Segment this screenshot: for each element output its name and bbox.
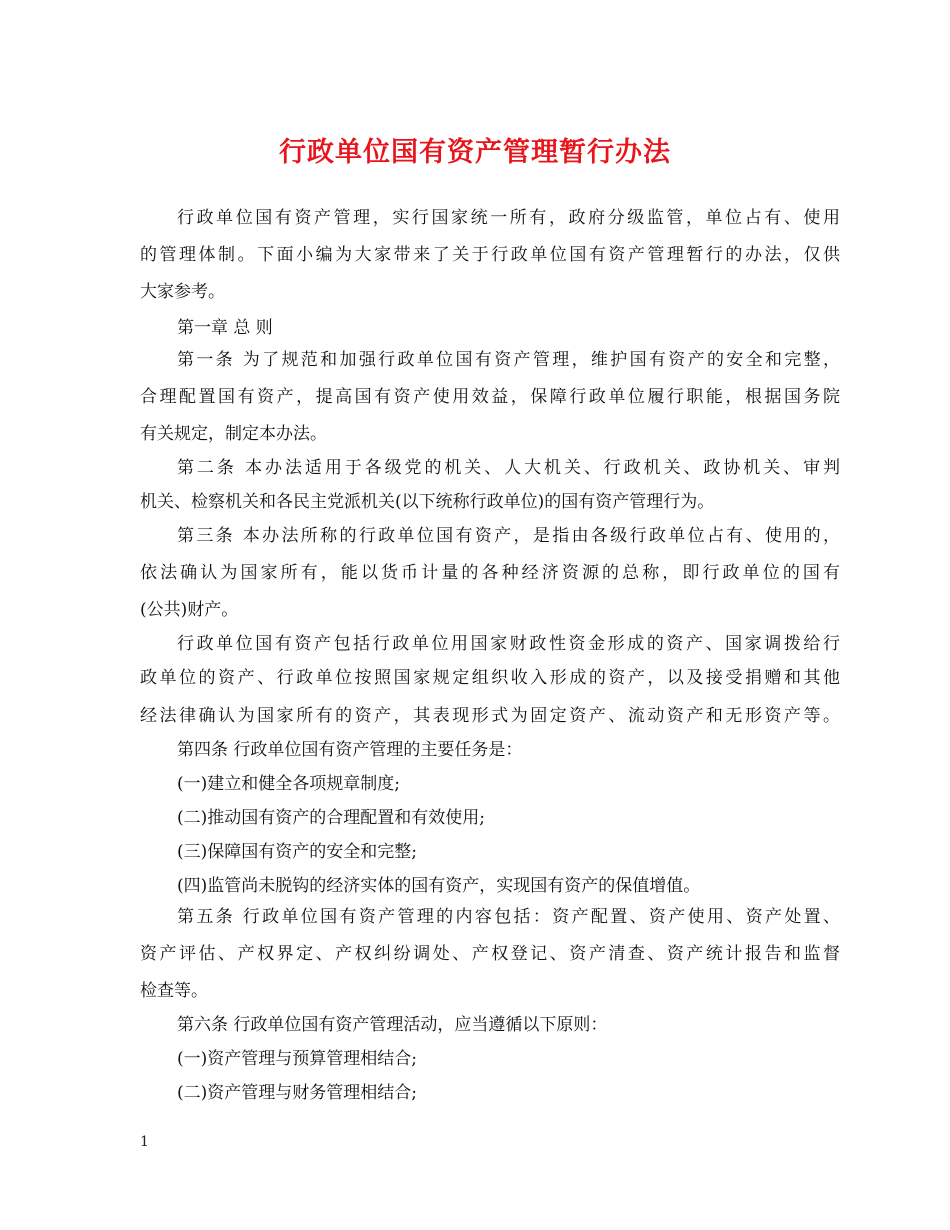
- body-line: 有关规定，制定本办法。: [140, 424, 327, 444]
- body-line: (公共)财产。: [140, 600, 239, 620]
- body-line: 依法确认为国家所有，能以货币计量的各种经济资源的总称，即行政单位的国有: [140, 563, 840, 583]
- body-line: 大家参考。: [140, 282, 225, 302]
- body-line: 第一条 为了规范和加强行政单位国有资产管理，维护国有资产的安全和完整，: [177, 350, 840, 370]
- page-number: 1: [140, 1134, 149, 1150]
- body-line: 检查等。: [140, 981, 208, 1001]
- body-line: 第二条 本办法适用于各级党的机关、人大机关、行政机关、政协机关、审判: [177, 458, 840, 478]
- body-line: 第六条 行政单位国有资产管理活动，应当遵循以下原则：: [177, 1015, 608, 1035]
- body-line: 资产评估、产权界定、产权纠纷调处、产权登记、资产清查、资产统计报告和监督: [140, 944, 840, 964]
- list-item: (一)资产管理与预算管理相结合;: [177, 1049, 417, 1069]
- body-line: 第五条 行政单位国有资产管理的内容包括：资产配置、资产使用、资产处置、: [177, 907, 840, 927]
- list-item: (三)保障国有资产的安全和完整;: [177, 842, 417, 862]
- body-line: 经法律确认为国家所有的资产，其表现形式为固定资产、流动资产和无形资产等。: [140, 706, 840, 726]
- body-line: 第四条 行政单位国有资产管理的主要任务是：: [177, 740, 523, 760]
- list-item: (四)监管尚未脱钩的经济实体的国有资产，实现国有资产的保值增值。: [177, 876, 701, 896]
- body-line: 政单位的资产、行政单位按照国家规定组织收入形成的资产，以及接受捐赠和其他: [140, 668, 840, 688]
- chapter-heading: 第一章 总 则: [177, 318, 273, 338]
- body-line: 的管理体制。下面小编为大家带来了关于行政单位国有资产管理暂行的办法，仅供: [140, 245, 840, 265]
- body-line: 第三条 本办法所称的行政单位国有资产，是指由各级行政单位占有、使用的，: [177, 526, 840, 546]
- list-item: (一)建立和健全各项规章制度;: [177, 774, 400, 794]
- document-title: 行政单位国有资产管理暂行办法: [279, 137, 671, 168]
- body-line: 合理配置国有资产，提高国有资产使用效益，保障行政单位履行职能，根据国务院: [140, 387, 840, 407]
- list-item: (二)资产管理与财务管理相结合;: [177, 1083, 417, 1103]
- list-item: (二)推动国有资产的合理配置和有效使用;: [177, 808, 485, 828]
- body-line: 行政单位国有资产包括行政单位用国家财政性资金形成的资产、国家调拨给行: [177, 634, 840, 654]
- body-line: 机关、检察机关和各民主党派机关(以下统称行政单位)的国有资产管理行为。: [140, 492, 715, 512]
- body-line: 行政单位国有资产管理，实行国家统一所有，政府分级监管，单位占有、使用: [177, 208, 840, 228]
